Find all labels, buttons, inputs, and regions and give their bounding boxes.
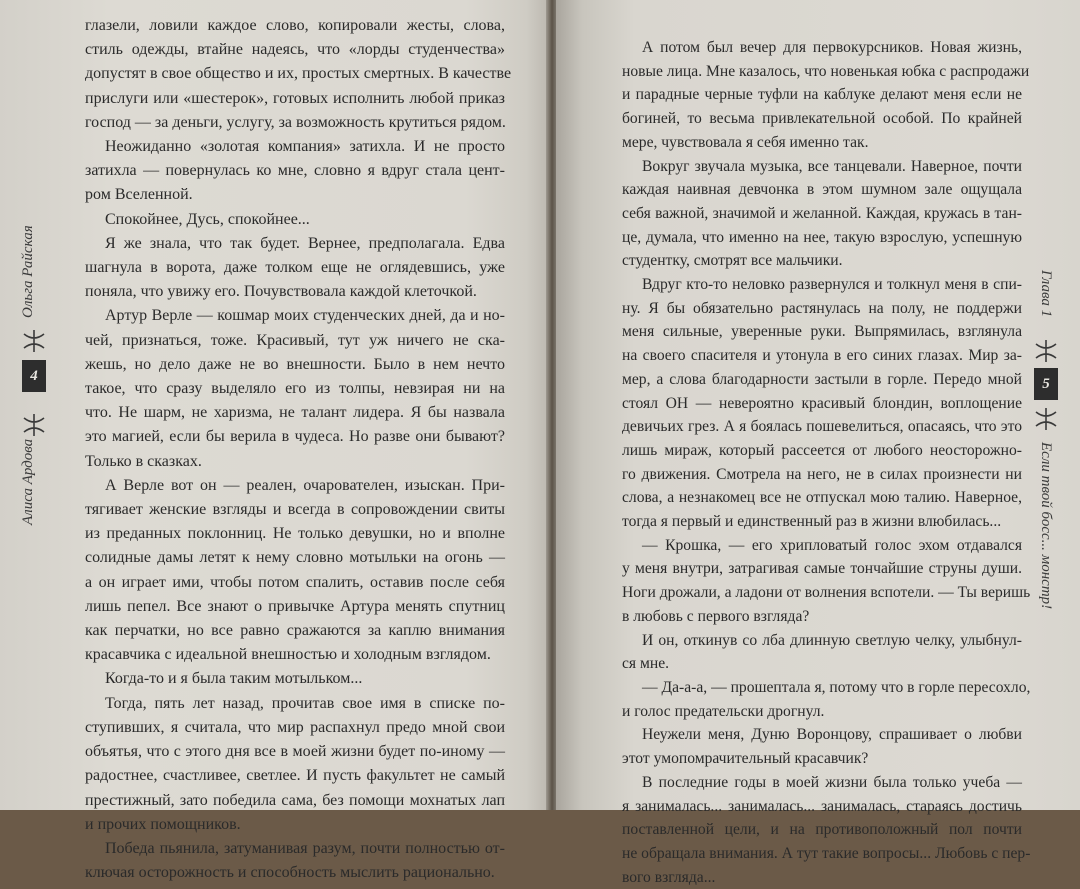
text-line: Тогда, пять лет назад, прочитав свое имя в списке по-: [105, 694, 505, 712]
text-line: как перчатки, но все равно сражаются за каплю внимания: [85, 622, 505, 640]
left-body-text: [85, 14, 512, 885]
text-line: — Крошка, — его хрипловатый голос эхом отдавался: [642, 536, 1022, 554]
text-line: что. Не шарм, не харизма, не талант лидера. Я бы назвала: [85, 404, 505, 422]
text-line: Когда-то и я была таким мотыльком...: [105, 670, 363, 688]
text-line: Спокойнее, Дусь, спокойнее...: [105, 210, 310, 228]
right-body-text: [622, 36, 1031, 889]
text-line: новые лица. Мне казалось, что новенькая юбка с распродажи: [622, 62, 1030, 80]
text-line: студентку, смотрят все мальчики.: [622, 252, 843, 270]
text-line: Вдруг кто-то неловко развернулся и толкнул меня в спи-: [642, 276, 1022, 294]
right-page: [556, 0, 1080, 886]
text-line: солидные дамы летят к нему словно мотыльки на огонь —: [85, 549, 505, 567]
text-line: Победа пьянила, затуманивая разум, почти полностью от-: [105, 839, 505, 857]
text-line: мере, чувствовала я себя именно так.: [622, 133, 869, 151]
text-line: глазели, ловили каждое слово, копировали жесты, слова,: [85, 17, 505, 34]
text-line: В последние годы в моей жизни была только учеба —: [642, 773, 1022, 791]
text-line: ся мне.: [622, 655, 670, 673]
text-line: вого взгляда...: [622, 868, 716, 886]
left-running-header: [14, 180, 54, 740]
text-line: стоял ОН — невероятно красивый блондин, воплощение: [622, 394, 1022, 412]
text-line: девичьих грез. А я боялась пошевелиться, опасаясь, что это: [622, 418, 1022, 436]
text-line: Только в сказках.: [85, 452, 202, 470]
runner-coauthor: Ольга Райская: [20, 225, 36, 318]
ornament-icon: [20, 328, 48, 354]
text-line: каждая наивная девчонка в этом шумном зале ощущала: [622, 181, 1022, 199]
text-line: это магией, если бы верила в чудеса. Но разве они бывают?: [85, 428, 505, 446]
text-line: Ноги дрожали, а ладони от волнения вспотели. — Ты веришь: [622, 584, 1031, 602]
text-line: шагнула в ворота, даже толком еще не оглядевшись, уже: [85, 259, 505, 277]
text-line: Артур Верле — кошмар моих студенческих дней, да и но-: [105, 307, 505, 325]
text-line: прислуги или «шестерок», готовых исполнить любой приказ: [85, 89, 505, 107]
text-line: престижный, зато победила сама, без помощи мохнатых лап: [85, 791, 505, 809]
text-line: тягивает женские взгляды и всегда в сопровождении свиты: [85, 501, 505, 519]
text-line: Неожиданно «золотая компания» затихла. И не просто: [105, 138, 505, 156]
runner-title: Если твой босс... монстр!: [1038, 442, 1054, 610]
page-number: 5: [1034, 368, 1058, 400]
text-line: такое, что сразу выделяло его из толпы, невзирая ни на: [85, 380, 505, 398]
text-line: Вокруг звучала музыка, все танцевали. Наверное, почти: [642, 157, 1022, 175]
text-line: поняла, что увижу его. Почувствовала каждой клеточкой.: [85, 283, 477, 301]
runner-chapter: Глава 1: [1038, 270, 1054, 318]
text-line: себя важной, значимой и желанной. Каждая, кружась в тан-: [622, 204, 1022, 222]
text-line: из преданных поклонниц. Не только девушки, но и вполне: [85, 525, 505, 543]
text-line: господ — за деньги, услугу, за возможность крутиться рядом.: [85, 113, 506, 131]
text-line: в любовь с первого взгляда?: [622, 607, 810, 625]
text-line: мер, а слова благодарности застыли в горле. Передо мной: [622, 370, 1022, 388]
text-line: лишь пепел. Все знают о привычке Артура менять спутниц: [85, 597, 505, 615]
text-line: объятья, что с этого дня все в моей жизни будет по-иному —: [85, 743, 505, 761]
text-line: А Верле вот он — реален, очарователен, изыскан. При-: [105, 476, 505, 494]
text-line: и парадные черные туфли на каблуке делают меня если не: [622, 86, 1022, 104]
text-line: тогда я первый и единственный раз в жизни влюбилась...: [622, 513, 1002, 531]
ornament-icon: [20, 412, 48, 438]
text-line: ключая осторожность и способность мыслить рационально.: [85, 864, 495, 882]
text-line: красавчика с идеальной внешностью и холодным взглядом.: [85, 646, 491, 664]
text-line: допустят в свое общество и их, простых смертных. В качестве: [85, 65, 512, 83]
text-line: у меня внутри, затрагивая самые тончайшие струны души.: [622, 560, 1022, 578]
text-line: я занималась... занималась... занималась, стараясь достичь: [622, 797, 1022, 815]
text-line: жешь, но дело даже не во внешности. Было в нем нечто: [85, 355, 505, 373]
text-line: лишь мираж, который рассеется от любого неосторожно-: [622, 441, 1022, 459]
text-line: ром Вселенной.: [85, 186, 193, 204]
text-line: ступивших, я считала, что мир распахнул предо мной свои: [85, 718, 505, 736]
text-line: этот умопомрачительный красавчик?: [622, 750, 869, 768]
text-line: на своего спасителя и утонула в его синих глазах. Мир за-: [622, 347, 1022, 365]
text-line: слова, а незнакомец все не отпускал мою талию. Наверное,: [622, 489, 1022, 507]
page-number: 4: [22, 360, 46, 392]
text-line: А потом был вечер для первокурсников. Новая жизнь,: [642, 39, 1022, 56]
text-line: це, думала, что именно на нее, такую взрослую, успешную: [622, 228, 1022, 246]
text-line: го движения. Смотрела на него, не в силах произнести ни: [622, 465, 1022, 483]
text-line: ну. Я бы обязательно растянулась на полу, не поддержи: [622, 299, 1022, 317]
text-line: радостнее, счастливее, светлее. И пусть факультет не самый: [85, 767, 505, 785]
text-line: богиней, то весьма привлекательной особой. По крайней: [622, 110, 1022, 128]
ornament-icon: [1032, 338, 1060, 364]
text-line: не обращала внимания. А тут такие вопросы... Любовь с пер-: [622, 844, 1031, 862]
text-line: чей, признаться, тоже. Красивый, тут уж ничего не ска-: [85, 331, 505, 349]
text-line: меня сильные, уверенные руки. Выпрямилась, взглянула: [622, 323, 1022, 341]
text-line: поставленной цели, и на противоположный пол почти: [622, 821, 1022, 839]
ornament-icon: [1032, 406, 1060, 432]
text-line: И он, откинув со лба длинную светлую челку, улыбнул-: [642, 631, 1022, 649]
text-line: стиль одежды, втайне надеясь, что «лорды студенчества»: [85, 41, 505, 59]
text-line: и прочих помощников.: [85, 815, 241, 833]
text-line: Я же знала, что так будет. Вернее, предполагала. Едва: [105, 234, 505, 252]
text-line: — Да-а-а, — прошептала я, потому что в горле пересохло,: [642, 678, 1031, 696]
text-line: затихла — повернулась ко мне, словно я вдруг стала цент-: [85, 162, 505, 180]
text-line: и голос предательски дрогнул.: [622, 702, 825, 720]
right-running-header: [1024, 70, 1064, 630]
text-line: Неужели меня, Дуню Воронцову, спрашивает о любви: [642, 726, 1022, 744]
runner-author: Алиса Ардова: [20, 438, 36, 525]
text-line: а он играет ими, чтобы потом спалить, оставив после себя: [85, 573, 505, 591]
